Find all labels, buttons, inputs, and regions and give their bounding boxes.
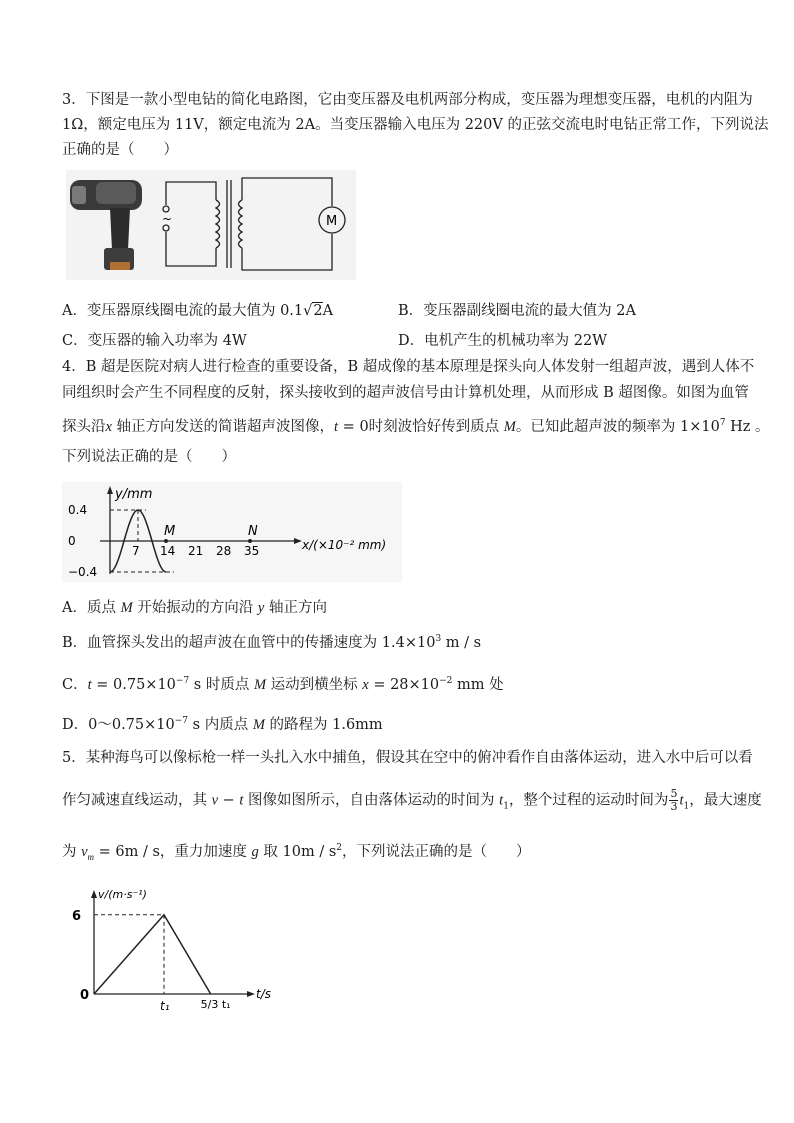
- q3-stem-line1: 3．下图是一款小型电钻的简化电路图，它由变压器及电机两部分构成，变压器为理想变压器，电机的内阻为: [62, 92, 753, 108]
- q4-wave-chart: [62, 482, 402, 582]
- y-axis-label: v/(m·s⁻¹): [98, 888, 147, 901]
- q4-stem-line1: 4．B 超是医院对病人进行检查的重要设备，B 超成像的基本原理是探头向人体发射一组超声波，遇到人体不: [62, 359, 755, 375]
- x-axis-arrow: [247, 991, 255, 997]
- q3-circuit-diagram: [66, 170, 356, 280]
- point-label-n: N: [248, 524, 258, 539]
- point-n: [248, 539, 252, 543]
- q3-figure: [66, 170, 356, 280]
- q4-option-a[interactable]: A．质点 M 开始振动的方向沿 y 轴正方向: [62, 600, 327, 616]
- q3-option-a-text: A．变压器原线圈电流的最大值为 0.1: [62, 303, 304, 319]
- wave-chart-svg: [62, 482, 402, 582]
- q5-stem-line2: 作匀减速直线运动，其 v − t 图像如图所示，自由落体运动的时间为 $t_1$，整个过程的运动时间为 $\frac{5}{3}$ $t_1$，最大速度: [62, 787, 762, 813]
- q4-option-d[interactable]: D．$0\sim 0.75\times 10^{-7}$ s 内质点 M 的路程为 1.6mm: [62, 716, 383, 733]
- x-axis-label: t/s: [256, 987, 271, 1001]
- y-axis-label: y/mm: [115, 487, 153, 502]
- y-tick-label: 0: [68, 534, 76, 548]
- q5-stem-line1: 5．某种海鸟可以像标枪一样一头扎入水中捕鱼，假设其在空中的俯冲看作自由落体运动，进入水中后可以看: [62, 750, 753, 766]
- x-tick-label: 7: [132, 544, 140, 558]
- q3-option-a-unit: A: [322, 303, 334, 319]
- q3-option-c[interactable]: C．变压器的输入功率为 4W: [62, 333, 247, 349]
- q3-stem-line2: 1Ω，额定电压为 11V，额定电流为 2A。当变压器输入电压为 220V 的正弦交流电时电钻正常工作，下列说法: [62, 117, 769, 133]
- x-tick-label: 14: [160, 544, 176, 558]
- q3-option-d[interactable]: D．电机产生的机械功率为 22W: [398, 333, 608, 349]
- y-axis-arrow: [91, 890, 97, 898]
- q4-stem-line2: 同组织时会产生不同程度的反射，探头接收到的超声波信号由计算机处理，从而形成 B 超图像。如图为血管: [62, 385, 749, 401]
- x-axis-label: x/(×10⁻² mm): [302, 538, 387, 552]
- q4-stem-line3: 探头沿x 轴正方向发送的简谐超声波图像，t = 0时刻波恰好传到质点 M。已知此超声波的频率为 $1\times 10^7$ Hz 。: [62, 418, 770, 435]
- q5-vt-chart: [62, 880, 282, 1035]
- motor-label: M: [326, 214, 338, 229]
- x-tick-label: 35: [244, 544, 260, 558]
- ac-source-symbol: ~: [162, 212, 173, 226]
- point-label-m: M: [164, 524, 176, 539]
- q4-option-b[interactable]: B．血管探头发出的超声波在血管中的传播速度为 $1.4\times 10^3$ m / s: [62, 634, 482, 651]
- vt-chart-svg: [62, 880, 282, 1035]
- point-m: [164, 539, 168, 543]
- q5-stem-line3: 为 $v_m = 6m / s$，重力加速度 g 取 $10m / s^2$，下列说法正确的是（ ）: [62, 843, 531, 862]
- y-tick-label: 0: [80, 988, 90, 1003]
- x-tick-label: 21: [188, 544, 204, 558]
- q3-option-a-sqrt: 2: [313, 303, 323, 319]
- q4-option-c[interactable]: C．$t = 0.75\times 10^{-7}$ s 时质点 M 运动到横坐标 $x = 28\times 10^{-2}$ mm 处: [62, 676, 504, 693]
- q3-option-b[interactable]: B．变压器副线圈电流的最大值为 2A: [398, 303, 636, 319]
- x-tick-label: 5/3 t₁: [200, 998, 231, 1011]
- fraction-five-thirds: $\frac{5}{3}$: [670, 787, 678, 813]
- q3-stem-line3: 正确的是（ ）: [62, 142, 178, 158]
- q4-stem-line4: 下列说法正确的是（ ）: [62, 449, 236, 465]
- y-tick-label: 0.4: [68, 503, 88, 517]
- q3-option-a[interactable]: A．变压器原线圈电流的最大值为 0.1√2A: [62, 303, 334, 319]
- y-tick-label: −0.4: [68, 565, 98, 579]
- vt-series: [94, 915, 211, 994]
- y-tick-label: 6: [72, 908, 82, 924]
- x-tick-label: 28: [216, 544, 232, 558]
- x-tick-label: t₁: [160, 999, 170, 1013]
